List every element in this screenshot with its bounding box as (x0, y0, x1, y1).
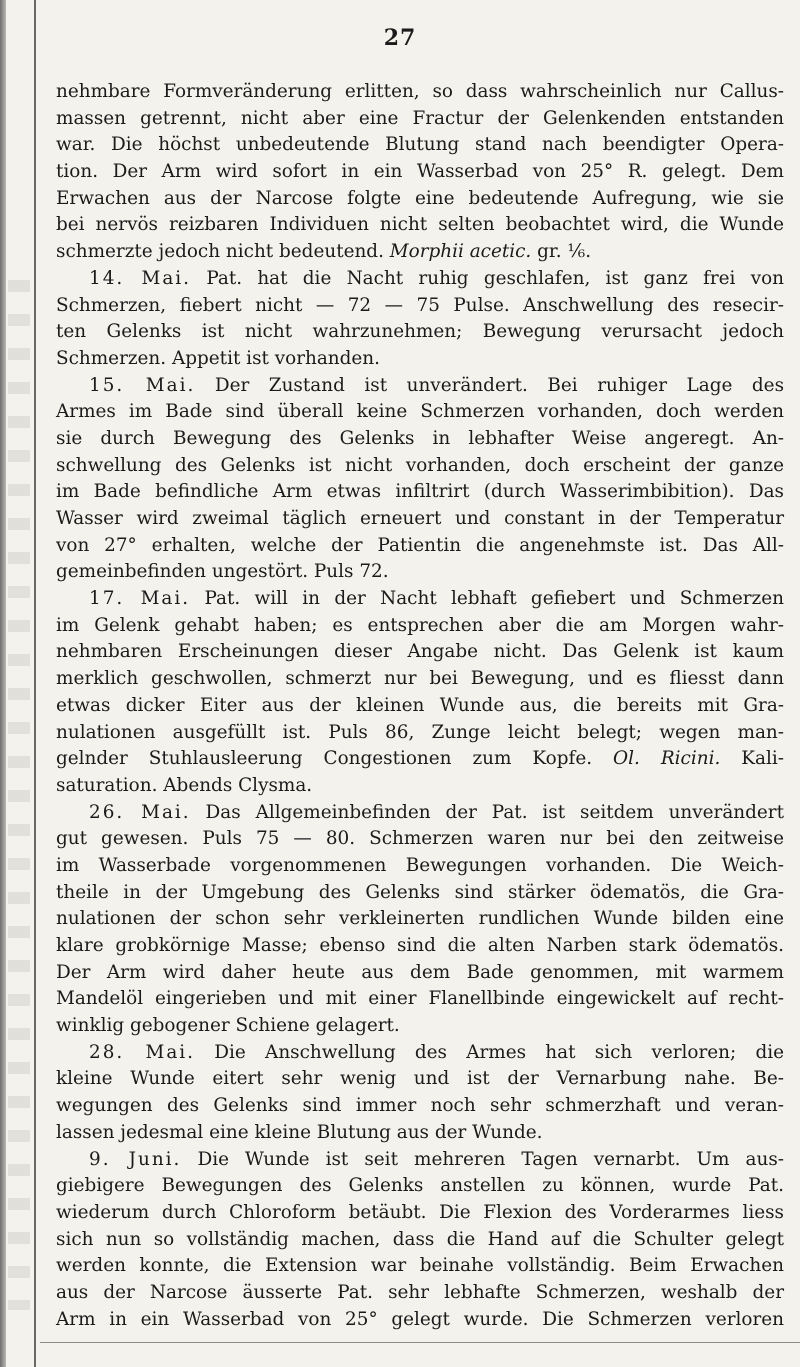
text-line: war. Die höchst unbedeutende Blutung stand nach beendigter Opera- (56, 134, 784, 156)
text-segment: Pat. will in der Nacht lebhaft gefiebert und Schmerzen (204, 588, 784, 610)
text-line: gut gewesen. Puls 75 — 80. Schmerzen waren nur bei den zeitweise (56, 828, 784, 850)
prescription: Morphii acetic. (389, 241, 532, 263)
text-line: sich nun so vollständig machen, dass die Hand auf die Schulter gelegt (56, 1228, 784, 1250)
text-line: Armes im Bade sind überall keine Schmerzen vorhanden, doch werden (56, 401, 784, 423)
text-segment: Pat. hat die Nacht ruhig geschlafen, ist ganz frei von (206, 267, 784, 289)
text-line: nulationen ausgefüllt ist. Puls 86, Zunge leicht belegt; wegen man- (56, 721, 784, 743)
text-line (56, 1147, 784, 1174)
text-line: theile in der Umgebung des Gelenks sind stärker ödematös, die Gra- (56, 881, 784, 903)
text-line: wegungen des Gelenks sind immer noch sehr schmerzhaft und veran- (56, 1095, 784, 1117)
text-segment: Die Anschwellung des Armes hat sich verloren; die (214, 1041, 784, 1063)
text-segment: gelnder Stuhlausleerung Congestionen zum Kopfe. (56, 748, 593, 770)
text-line: im Gelenk gehabt haben; es entsprechen aber die am Morgen wahr- (56, 614, 784, 636)
text-line: Erwachen aus der Narcose folgte eine bedeutende Aufregung, wie sie (56, 187, 784, 209)
text-line: wiederum durch Chloroform betäubt. Die Flexion des Vorderarmes liess (56, 1201, 784, 1223)
text-line: massen getrennt, nicht aber eine Fractur der Gelenkenden entstanden (56, 107, 784, 129)
text-line: etwas dicker Eiter aus der kleinen Wunde aus, die bereits mit Gra- (56, 694, 784, 716)
text-segment: Der Zustand ist unverändert. Bei ruhiger Lage des (214, 374, 785, 396)
text-line: lassen jedesmal eine kleine Blutung aus der Wunde. (56, 1121, 543, 1143)
text-line: kleine Wunde eitert sehr wenig und ist der Vernarbung nahe. Be- (56, 1068, 784, 1090)
text-line: aus der Narcose äusserte Pat. sehr lebhafte Schmerzen, weshalb der (56, 1281, 784, 1303)
prescription: Ol. Ricini. (613, 748, 721, 770)
text-line: schwellung des Gelenks ist nicht vorhanden, doch erscheint der ganze (56, 454, 784, 476)
text-line: klare grobkörnige Masse; ebenso sind die alten Narben stark ödematös. (56, 935, 784, 956)
text-line (56, 800, 784, 827)
text-line (56, 373, 784, 400)
text-line: ten Gelenks ist nicht wahrzunehmen; Bewegung verursacht jedoch (56, 321, 784, 343)
page-number: 27 (383, 25, 417, 51)
text-line: tion. Der Arm wird sofort in ein Wasserbad von 25° R. gelegt. Dem (56, 161, 784, 183)
text-line: nehmbaren Erscheinungen dieser Angabe nicht. Das Gelenk ist kaum (56, 641, 784, 663)
text-line: im Wasserbade vorgenommenen Bewegungen vorhanden. Die Weich- (56, 854, 784, 876)
text-line: merklich geschwollen, schmerzt nur bei Bewegung, und es fliesst dann (56, 668, 784, 690)
text-line: Der Arm wird daher heute aus dem Bade genommen, mit warmem (56, 961, 784, 983)
text-line: bei nervös reizbaren Individuen nicht selten beobachtet wird, die Wunde (56, 214, 784, 236)
text-line: saturation. Abends Clysma. (56, 774, 313, 796)
text-line: Schmerzen, fiebert nicht — 72 — 75 Pulse. Anschwellung des resecir- (56, 294, 784, 316)
text-line: giebigere Bewegungen des Gelenks anstellen zu können, wurde Pat. (56, 1175, 784, 1197)
margin-bleed-through (8, 280, 30, 1310)
text-line: nulationen der schon sehr verkleinerten rundlichen Wunde bilden eine (56, 908, 784, 930)
text-line: Mandelöl eingerieben und mit einer Flanellbinde eingewickelt auf recht- (56, 988, 784, 1010)
text-line (56, 266, 784, 293)
binding-shadow (0, 0, 6, 1367)
gutter-line (34, 0, 36, 1367)
text-segment: Kali- (741, 748, 784, 770)
dose: gr. ⅙. (537, 241, 592, 263)
entry-date: 17. Mai. (89, 588, 191, 610)
text-line: im Bade befindliche Arm etwas infiltrirt (durch Wasserimbibition). Das (56, 481, 784, 503)
text-segment: schmerzte jedoch nicht bedeutend. (56, 241, 384, 263)
entry-date: 26. Mai. (89, 801, 191, 823)
text-line: winklig gebogener Schiene gelagert. (56, 1015, 400, 1037)
text-line: Schmerzen. Appetit ist vorhanden. (56, 347, 380, 369)
text-line (56, 1040, 784, 1067)
text-line: von 27° erhalten, welche der Patientin die angenehmste ist. Das All- (56, 534, 784, 556)
body-text (56, 79, 784, 1333)
text-line (56, 239, 784, 266)
text-line: gemeinbefinden ungestört. Puls 72. (56, 561, 389, 583)
text-line: sie durch Bewegung des Gelenks in lebhafter Weise angeregt. An- (56, 427, 784, 449)
text-line: werden konnte, die Extension war beinahe vollständig. Beim Erwachen (56, 1255, 784, 1277)
entry-date: 28. Mai. (89, 1041, 196, 1063)
text-line: nehmbare Formveränderung erlitten, so dass wahrscheinlich nur Callus- (56, 81, 784, 102)
text-line: Arm in ein Wasserbad von 25° gelegt wurde. Die Schmerzen verloren (56, 1308, 784, 1330)
text-segment: Die Wunde ist seit mehreren Tagen vernarbt. Um aus- (197, 1148, 784, 1170)
entry-date: 15. Mai. (89, 374, 196, 396)
entry-date: 14. Mai. (89, 267, 192, 289)
entry-date: 9. Juni. (89, 1148, 182, 1170)
page-bottom-edge (40, 1342, 800, 1343)
text-segment: Das Allgemeinbefinden der Pat. ist seitdem unverändert (205, 801, 784, 823)
text-line: Wasser wird zweimal täglich erneuert und constant in der Temperatur (56, 508, 784, 529)
text-line (56, 586, 784, 613)
text-line (56, 746, 784, 773)
